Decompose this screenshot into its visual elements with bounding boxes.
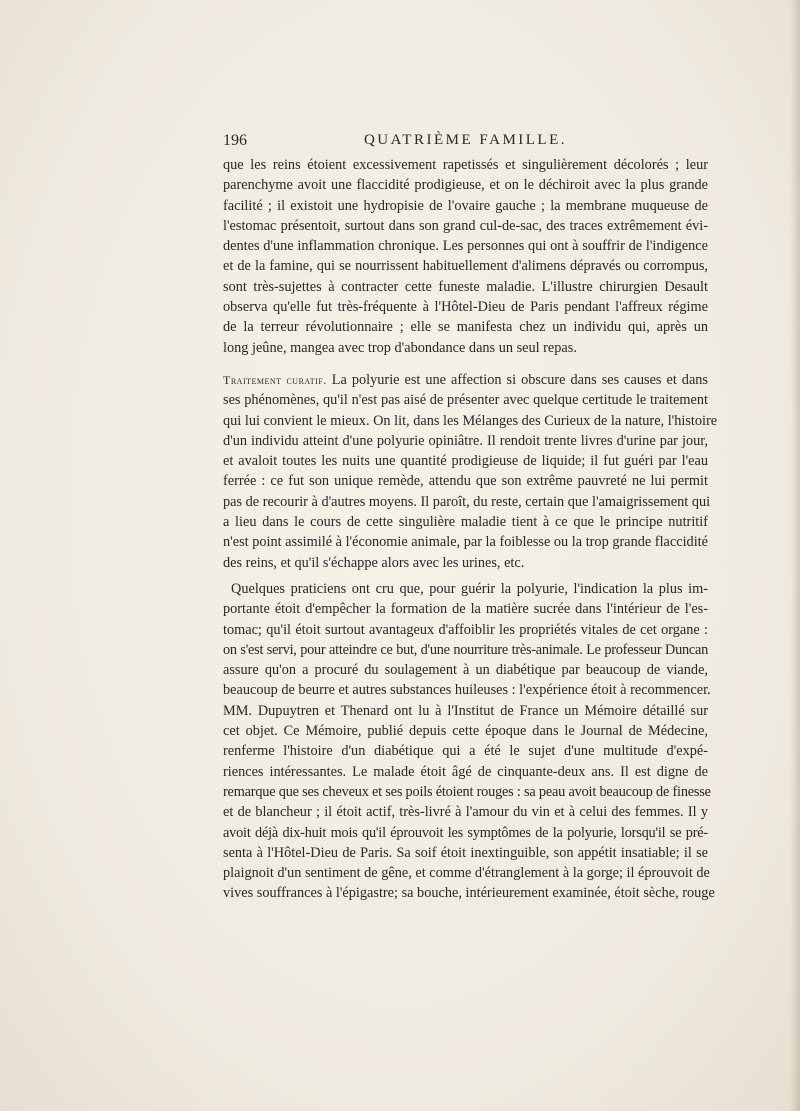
text-line: plaignoit d'un sentiment de gêne, et comme d'étranglement à la gorge; il éprouvoit de — [223, 865, 710, 882]
text-line: renferme l'histoire d'un diabétique qui a été le sujet d'une multitude d'expé- — [223, 743, 708, 760]
text-line: assure qu'on a procuré du soulagement à un diabétique par beaucoup de viande, — [223, 662, 708, 679]
section-heading: Traitement curatif. — [223, 372, 327, 387]
text-line: pas de recourir à d'autres moyens. Il paroît, du reste, certain que l'amaigrissement qui — [223, 493, 711, 510]
text-line — [223, 370, 708, 390]
text-line: avoit déjà dix-huit mois qu'il éprouvoit les symptômes de la polyurie, lorsqu'il se pré- — [223, 824, 708, 841]
text-line: n'est point assimilé à l'économie animale, par la foiblesse ou la trop grande flaccidité — [223, 534, 708, 551]
text-line: observa qu'elle fut très-fréquente à l'Hôtel-Dieu de Paris pendant l'affreux régime — [223, 299, 708, 316]
text-line: et avaloit toutes les nuits une quantité prodigieuse de liquide; il fut guéri par l'eau — [223, 453, 708, 470]
text-line: des reins, et qu'il s'échappe alors avec les urines, etc. — [223, 554, 525, 571]
text-line: l'estomac présentoit, surtout dans son grand cul-de-sac, des traces extrêmement évi- — [223, 217, 708, 234]
page-header — [223, 132, 708, 152]
text-line: senta à l'Hôtel-Dieu de Paris. Sa soif étoit inextinguible, son appétit insatiable; il se — [223, 844, 708, 861]
text-line: tomac; qu'il étoit surtout avantageux d'affoiblir les propriétés vitales de cet organe : — [223, 621, 708, 638]
text-line: portante étoit d'empêcher la formation de la matière sucrée dans l'intérieur de l'es- — [223, 601, 708, 618]
paragraph-1 — [223, 155, 708, 358]
text-line: facilité ; il existoit une hydropisie de l'ovaire gauche ; la membrane muqueuse de — [223, 197, 708, 214]
text-line: long jeûne, mangea avec trop d'abondance dans un seul repas. — [223, 339, 577, 356]
text-line: que les reins étoient excessivement rapetissés et singulièrement décolorés ; leur — [223, 157, 708, 173]
text-line: on s'est servi, pour atteindre ce but, d'une nourriture très-animale. Le professeur Duncan — [223, 641, 708, 658]
text-line: ferrée : ce fut son unique remède, attendu que son extrême pauvreté ne lui permit — [223, 473, 708, 490]
text-line: riences intéressantes. Le malade étoit âgé de cinquante-deux ans. Il est digne de — [223, 763, 708, 780]
text-line: et de blancheur ; il étoit actif, très-livré à l'amour du vin et à celui des femmes. Il y — [223, 804, 708, 821]
text-line: beaucoup de beurre et autres substances huileuses : l'expérience étoit à recommencer. — [223, 682, 711, 699]
text-line: dentes d'une inflammation chronique. Les personnes qui ont à souffrir de l'indigence — [223, 238, 708, 255]
text-line-rest: La polyurie est une affection si obscure dans ses causes et dans — [326, 371, 708, 388]
text-line: remarque que ses cheveux et ses poils étoient rouges : sa peau avoit beaucoup de finesse — [223, 783, 711, 800]
text-line: et de la famine, qui se nourrissent habituellement d'alimens dépravés ou corrompus, — [223, 258, 708, 275]
text-line: parenchyme avoit une flaccidité prodigieuse, et on le déchiroit avec la plus grande — [223, 177, 708, 194]
text-line: cet objet. Ce Mémoire, publié depuis cette époque dans le Journal de Médecine, — [223, 723, 708, 740]
text-line: ses phénomènes, qu'il n'est pas aisé de présenter avec quelque certitude le traitement — [223, 392, 708, 409]
paragraph-3 — [223, 579, 715, 904]
paragraph-2 — [223, 370, 718, 573]
text-line: MM. Dupuytren et Thenard ont lu à l'Institut de France un Mémoire détaillé sur — [223, 702, 708, 719]
text-line: d'un individu atteint d'une polyurie opiniâtre. Il rendoit trente livres d'urine par jour, — [223, 432, 708, 449]
text-line: vives souffrances à l'épigastre; sa bouche, intérieurement examinée, étoit sèche, rouge — [223, 885, 715, 902]
running-head: QUATRIÈME FAMILLE. — [363, 132, 568, 148]
text-line: de la terreur révolutionnaire ; elle se manifesta chez un individu qui, après un — [223, 319, 708, 336]
text-line: qui lui convient le mieux. On lit, dans les Mélanges des Curieux de la nature, l'histoire — [223, 412, 718, 429]
text-line: a lieu dans le cours de cette singulière maladie tient à ce que le principe nutritif — [223, 514, 708, 531]
text-line: Quelques praticiens ont cru que, pour guérir la polyurie, l'indication la plus im- — [231, 580, 708, 597]
text-line: sont très-sujettes à contracter cette funeste maladie. L'illustre chirurgien Desault — [223, 278, 708, 295]
body-text — [223, 155, 718, 904]
page-number: 196 — [223, 132, 247, 149]
